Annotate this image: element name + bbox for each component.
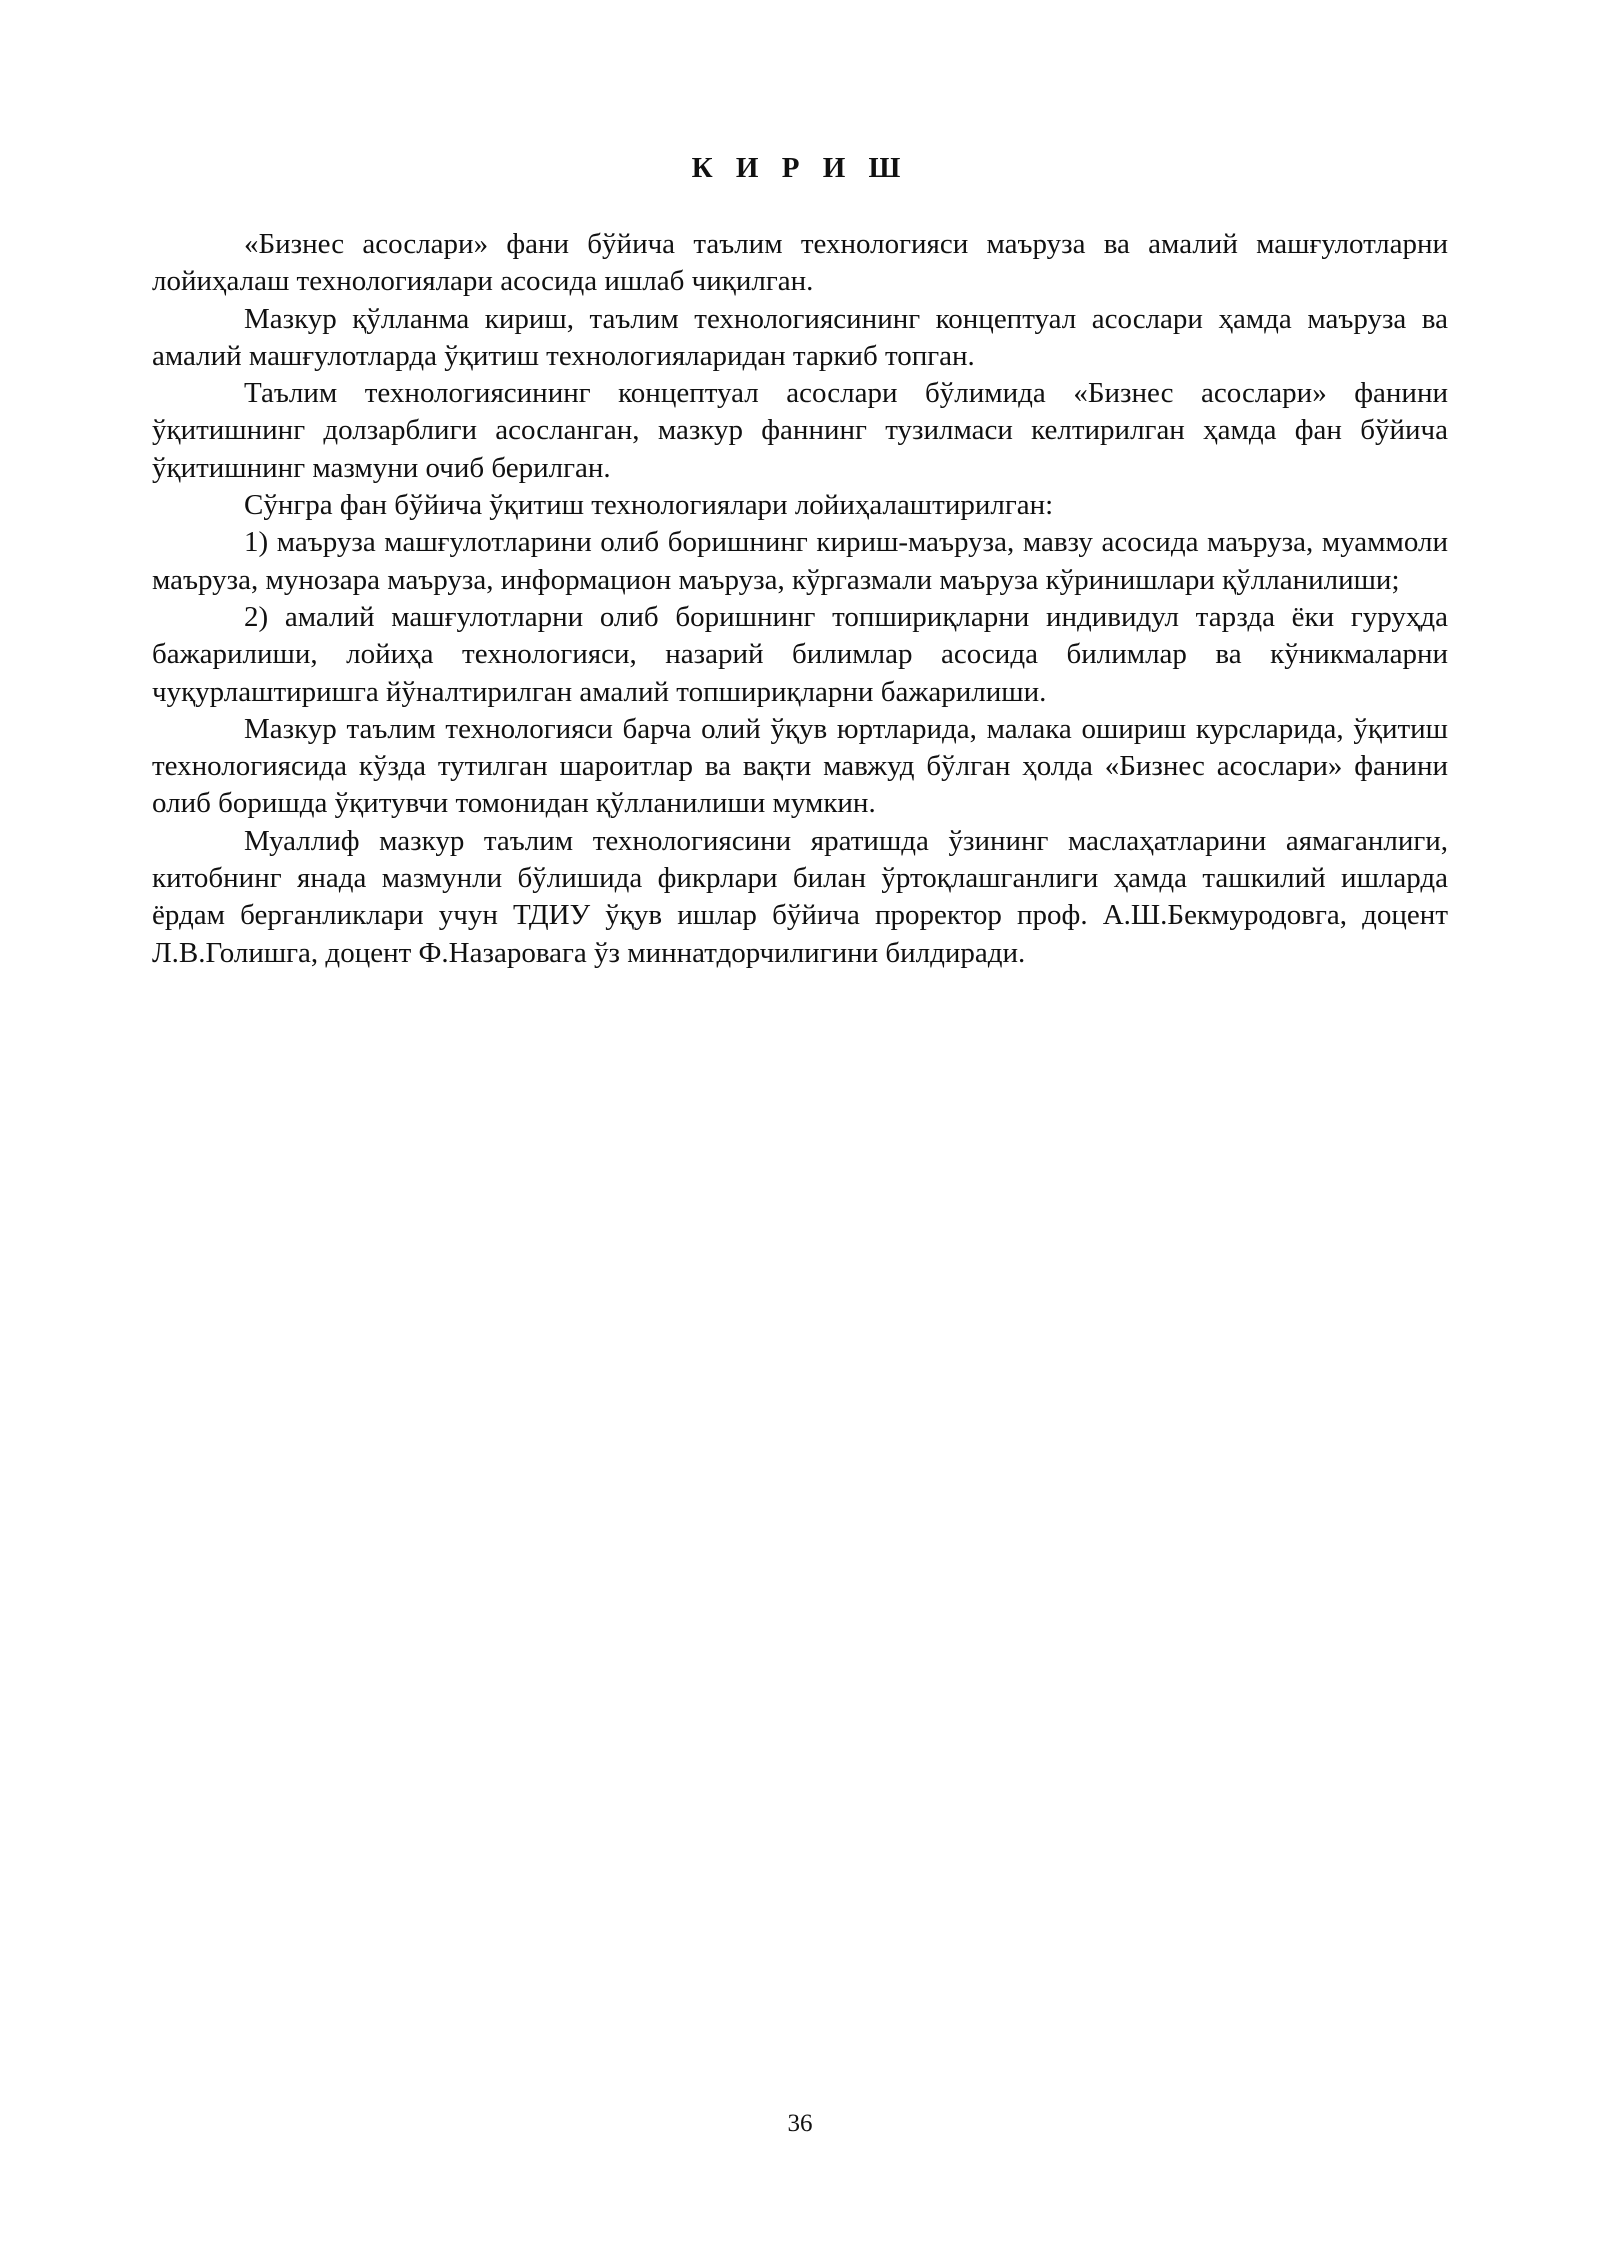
paragraph: Таълим технологиясининг концептуал асослари бўлимида «Бизнес асослари» фанини ўқитишнинг долзарблиги асосланган, мазкур фаннинг тузилмаси келтирилган ҳамда фан бўйича ўқитишнинг мазмуни очиб берилган.	[152, 377, 1448, 484]
page-number: 36	[787, 2110, 813, 2137]
paragraph: Мазкур таълим технологияси барча олий ўқув юртларида, малака ошириш курсларида, ўқитиш технологиясида кўзда тутилган шароитлар ва вақти мавжуд бўлган ҳолда «Бизнес асослари» фанини олиб боришда ўқитувчи томонидан қўлланилиши мумкин.	[152, 712, 1448, 820]
paragraph: Сўнгра фан бўйича ўқитиш технологиялари лойиҳалаштирилган:	[244, 489, 1054, 522]
paragraph: «Бизнес асослари» фани бўйича таълим технологияси маъруза ва амалий машғулотларни лойиҳалаш технологиялари асосида ишлаб чиқилган.	[152, 228, 1448, 298]
section-title: К И Р И Ш	[691, 152, 909, 184]
list-item-lectures: 1) маъруза машғулотларини олиб боришнинг кириш-маъруза, мавзу асосида маъруза, муаммоли маъруза, мунозара маъруза, информацион маъруза, кўргазмали маъруза кўринишлари қўлланилиши;	[152, 526, 1448, 596]
acknowledgements-paragraph: Муаллиф мазкур таълим технологиясини яратишда ўзининг маслаҳатларини аямаганлиги, китобнинг янада мазмунли бўлишида фикрлари билан ўртоқлашганлиги ҳамда ташкилий ишларда ёрдам берганликлари учун ТДИУ ўқув ишлар бўйича проректор проф. А.Ш.Бекмуродовга, доцент Л.В.Голишга, доцент Ф.Назаровага ўз миннатдорчилигини билдиради.	[152, 824, 1448, 969]
body-text	[152, 226, 1448, 972]
list-item-practicals: 2) амалий машғулотларни олиб боришнинг топшириқларни индивидул тарзда ёки гуруҳда бажарилиши, лойиҳа технологияси, назарий билимлар асосида билимлар ва кўникмаларни чуқурлаштиришга йўналтирилган амалий топшириқларни бажарилиши.	[152, 600, 1448, 708]
paragraph: Мазкур қўлланма кириш, таълим технологиясининг концептуал асослари ҳамда маъруза ва амалий машғулотларда ўқитиш технологияларидан таркиб топган.	[152, 302, 1448, 372]
